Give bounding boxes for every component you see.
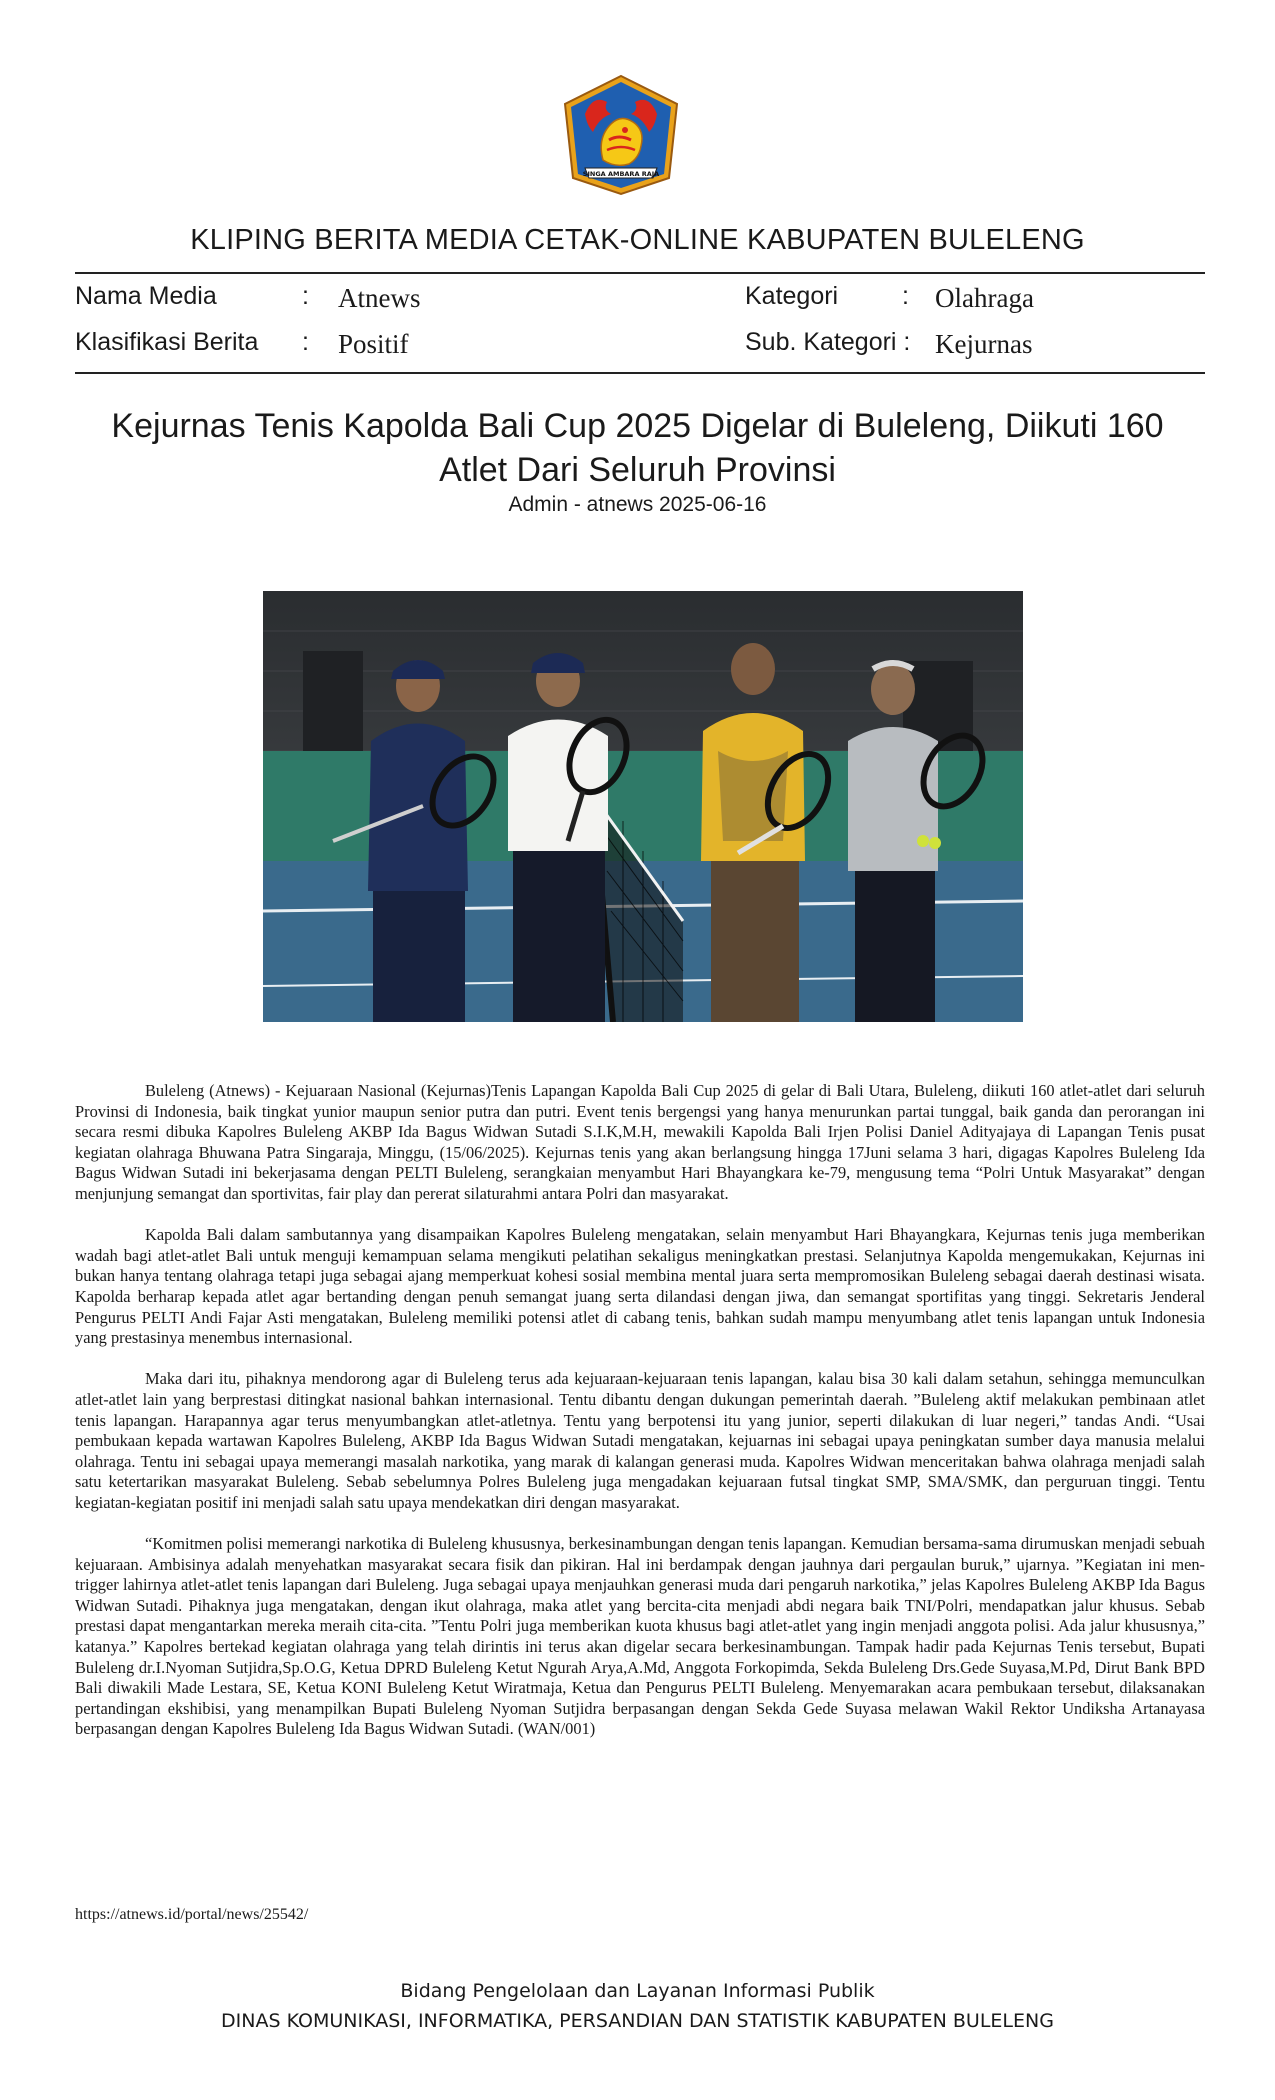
subcategory-value: Kejurnas — [935, 329, 1033, 359]
media-colon: : — [302, 282, 309, 310]
article-byline: Admin - atnews 2025-06-16 — [508, 493, 767, 516]
category-value: Olahraga — [935, 283, 1034, 313]
article-paragraph-2: Kapolda Bali dalam sambutannya yang disampaikan Kapolres Buleleng mengatakan, selain menyambut Hari Bhayangkara, Kejurnas tenis juga memberikan wadah bagi atlet-atlet Bali untuk menguji kemampuan selama mengikuti pelatihan sekaligus meningkatkan prestasi. Selanjutnya Kapolda mengemukakan, Kejurnas ini bukan hanya tentang olahraga tetapi juga sebagai ajang memperkuat kohesi sosial membina mental juara serta mempromosikan Buleleng sebagai daerah destinasi wisata. Kapolda berharap kepada atlet agar bertanding dengan penuh semangat juang serta dilandasi dengan jiwa, dan semangat sportifitas yang tinggi. Sekretaris Jenderal Pengurus PELTI Andi Fajar Asti mengatakan, Buleleng memiliki potensi atlet di cabang tenis, bahkan sudah mampu menyumbang atlet tenis lapangan untuk Indonesia yang prestasinya menembus internasional. — [75, 1225, 1205, 1348]
article-paragraph-1: Buleleng (Atnews) - Kejuaraan Nasional (Kejurnas)Tenis Lapangan Kapolda Bali Cup 2025 di gelar di Bali Utara, Buleleng, diikuti 160 atlet-atlet dari seluruh Provinsi di Indonesia, baik tingkat yunior maupun senior putra dan putri. Event tenis bergengsi yang hanya menurunkan partai tunggal, baik ganda dan perorangan ini secara resmi dibuka Kapolres Buleleng AKBP Ida Bagus Widwan Sutadi S.I.K,M.H, mewakili Kapolda Bali Irjen Polisi Daniel Adityajaya di Lapangan Tenis pusat kegiatan olahraga Bhuwana Patra Singaraja, Minggu, (15/06/2025). Kejurnas tenis yang akan berlangsung hingga 17Juni selama 3 hari, digagas Kapolres Buleleng Ida Bagus Widwan Sutadi ini bekerjasama dengan PELTI Buleleng, serangkaian menyambut Hari Bhayangkara ke-79, mengusung tema “Polri Untuk Masyarakat” dengan menjunjung semangat dan sportivitas, fair play dan pererat silaturahmi antara Polri dan masyarakat. — [75, 1081, 1205, 1203]
crest-banner-text: SINGA AMBARA RAJA — [582, 170, 660, 178]
classification-label: Klasifikasi Berita — [75, 328, 259, 356]
classification-value: Positif — [338, 329, 409, 359]
media-label: Nama Media — [75, 282, 217, 310]
category-label: Kategori — [745, 282, 839, 310]
category-colon: : — [902, 282, 909, 310]
media-value: Atnews — [338, 283, 421, 313]
article-title — [90, 404, 1185, 492]
article-photo — [263, 591, 1023, 1022]
classification-colon: : — [302, 328, 309, 356]
article-title-line-2: Atlet Dari Seluruh Provinsi — [439, 451, 836, 489]
kliping-header-title: KLIPING BERITA MEDIA CETAK-ONLINE KABUPATEN BULELENG — [190, 224, 1085, 256]
article-title-line-1: Kejurnas Tenis Kapolda Bali Cup 2025 Digelar di Buleleng, Diikuti 160 — [111, 407, 1164, 445]
article-paragraph-4: “Komitmen polisi memerangi narkotika di Buleleng khususnya, berkesinambungan dengan tenis lapangan. Kemudian bersama-sama dirumuskan menjadi sebuah kejuaraan. Ambisinya adalah menyehatkan masyarakat secara fisik dan pikiran. Hal ini berdampak dengan jauhnya dari pergaulan buruk,” ujarnya. ”Kegiatan ini men-trigger lahirnya atlet-atlet tenis lapangan dari Buleleng. Juga sebagai upaya menjauhkan generasi muda dari pengaruh narkotika,” jelas Kapolres Buleleng AKBP Ida Bagus Widwan Sutadi. Pihaknya juga mengatakan, dengan ikut olahraga, maka atlet yang bercita-cita menjadi abdi negara baik TNI/Polri, mendapatkan jalur khusus. Sebab prestasi dapat mengantarkan mereka meraih cita-cita. ”Tentu Polri juga memberikan kuota khusus bagi atlet-atlet yang ingin menjadi anggota polisi. Ada jalur khususnya,” katanya.” Kapolres bertekad kegiatan olahraga yang telah dirintis ini terus akan digelar secara berkesinambungan. Tampak hadir pada Kejurnas Tenis tersebut, Bupati Buleleng dr.I.Nyoman Sutjidra,Sp.O.G, Ketua DPRD Buleleng Ketut Ngurah Arya,A.Md, Anggota Forkopimda, Sekda Buleleng Drs.Gede Suyasa,M.Pd, Dirut Bank BPD Bali diwakili Made Lestara, SE, Ketua KONI Buleleng Ketut Wiratmaja, Ketua dan Pengurus PELTI Buleleng. Menyemarakan acara pembukaan tersebut, dilaksanakan pertandingan ekshibisi, yang menampilkan Bupati Buleleng Nyoman Sutjidra berpasangan dengan Sekda Gede Suyasa melawan Wakil Rektor Undiksha Artanayasa berpasangan dengan Kapolres Buleleng Ida Bagus Widwan Sutadi. (WAN/001) — [75, 1534, 1205, 1739]
source-link[interactable]: https://atnews.id/portal/news/25542/ — [75, 1906, 309, 1923]
footer-agency: DINAS KOMUNIKASI, INFORMATIKA, PERSANDIAN DAN STATISTIK KABUPATEN BULELENG — [221, 2010, 1054, 2032]
singa-ambara-raja-crest-icon — [563, 74, 679, 196]
header-rule-bottom — [75, 372, 1205, 374]
article-body — [75, 1081, 1205, 1761]
footer-department: Bidang Pengelolaan dan Layanan Informasi Publik — [400, 1980, 875, 2002]
subcategory-label: Sub. Kategori : — [745, 328, 911, 356]
article-paragraph-3: Maka dari itu, pihaknya mendorong agar di Buleleng terus ada kejuaraan-kejuaraan tenis lapangan, kalau bisa 30 kali dalam setahun, sehingga memunculkan atlet-atlet lain yang berprestasi ditingkat nasional bahkan internasional. Tentu dibantu dengan dukungan pemerintah daerah. ”Buleleng aktif melakukan pembinaan atlet tenis lapangan. Harapannya agar terus menyumbangkan atlet-atletnya. Tentu yang berpotensi itu yang junior, seperti dilakukan di luar negeri,” tandas Andi. “Usai pembukaan kepada wartawan Kapolres Buleleng, AKBP Ida Bagus Widwan Sutadi mengatakan, kejuarnas ini sebagai upaya peningkatan sumber daya manusia melalui olahraga. Tentu ini sebagai upaya memerangi masalah narkotika, yang marak di kalangan generasi muda. Kapolres Widwan menceritakan bahwa olahraga menjadi salah satu ketertarikan masyarakat Buleleng. Sebab sebelumnya Polres Buleleng juga mengadakan kejuaraan futsal tingkat SMP, SMA/SMK, dan perguruan tinggi. Tentu kegiatan-kegiatan positif ini menjadi salah satu upaya mendekatkan diri dengan masyarakat. — [75, 1369, 1205, 1512]
header-rule-top — [75, 272, 1205, 274]
